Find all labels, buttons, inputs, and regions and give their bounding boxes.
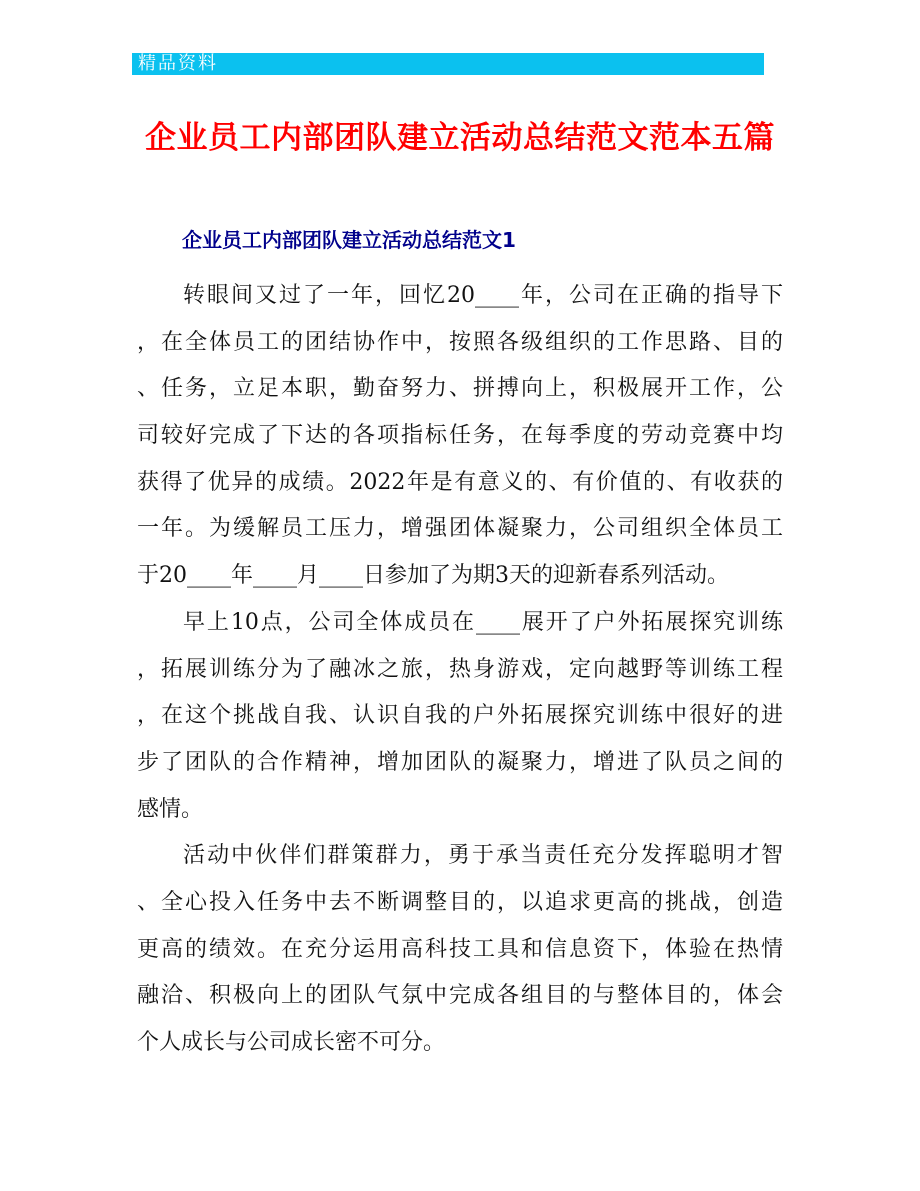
text-line: 一年。为缓解员工压力，增强团体凝聚力，公司组织全体员工	[137, 516, 783, 542]
text-line: 活动中伙伴们群策群力，勇于承当责任充分发挥聪明才智	[183, 843, 783, 869]
text-line: 早上10点，公司全体成员在____展开了户外拓展探究训练	[183, 609, 783, 635]
text-line: 、任务，立足本职，勤奋努力、拼搏向上，积极展开工作，公	[137, 376, 783, 402]
text-line: 获得了优异的成绩。2022年是有意义的、有价值的、有收获的	[137, 469, 783, 495]
paragraph-1	[137, 273, 783, 600]
text-line: 感情。	[137, 796, 204, 822]
text-line: 、全心投入任务中去不断调整目的，以追求更高的挑战，创造	[137, 889, 783, 915]
document-body	[137, 273, 783, 1067]
text-line: 融洽、积极向上的团队气氛中完成各组目的与整体目的，体会	[137, 983, 783, 1009]
paragraph-3	[137, 833, 783, 1066]
document-title: 企业员工内部团队建立活动总结范文范本五篇	[145, 120, 775, 156]
text-line: ，在全体员工的团结协作中，按照各级组织的工作思路、目的	[137, 329, 783, 355]
header-banner	[132, 53, 764, 75]
text-line: 步了团队的合作精神，增加团队的凝聚力，增进了队员之间的	[137, 749, 783, 775]
banner-label: 精品资料	[138, 53, 218, 74]
paragraph-2	[137, 600, 783, 833]
text-line: 于20____年____月____日参加了为期3天的迎新春系列活动。	[137, 563, 729, 589]
text-line: 个人成长与公司成长密不可分。	[137, 1030, 446, 1055]
text-line: ，在这个挑战自我、认识自我的户外拓展探究训练中很好的进	[137, 703, 783, 729]
text-line: 更高的绩效。在充分运用高科技工具和信息资下，体验在热情	[137, 936, 783, 962]
text-line: 转眼间又过了一年，回忆20____年，公司在正确的指导下	[183, 283, 783, 308]
text-line: ，拓展训练分为了融冰之旅，热身游戏，定向越野等训练工程	[137, 656, 783, 682]
text-line: 司较好完成了下达的各项指标任务，在每季度的劳动竞赛中均	[137, 423, 783, 449]
section-heading: 企业员工内部团队建立活动总结范文1	[182, 228, 516, 252]
